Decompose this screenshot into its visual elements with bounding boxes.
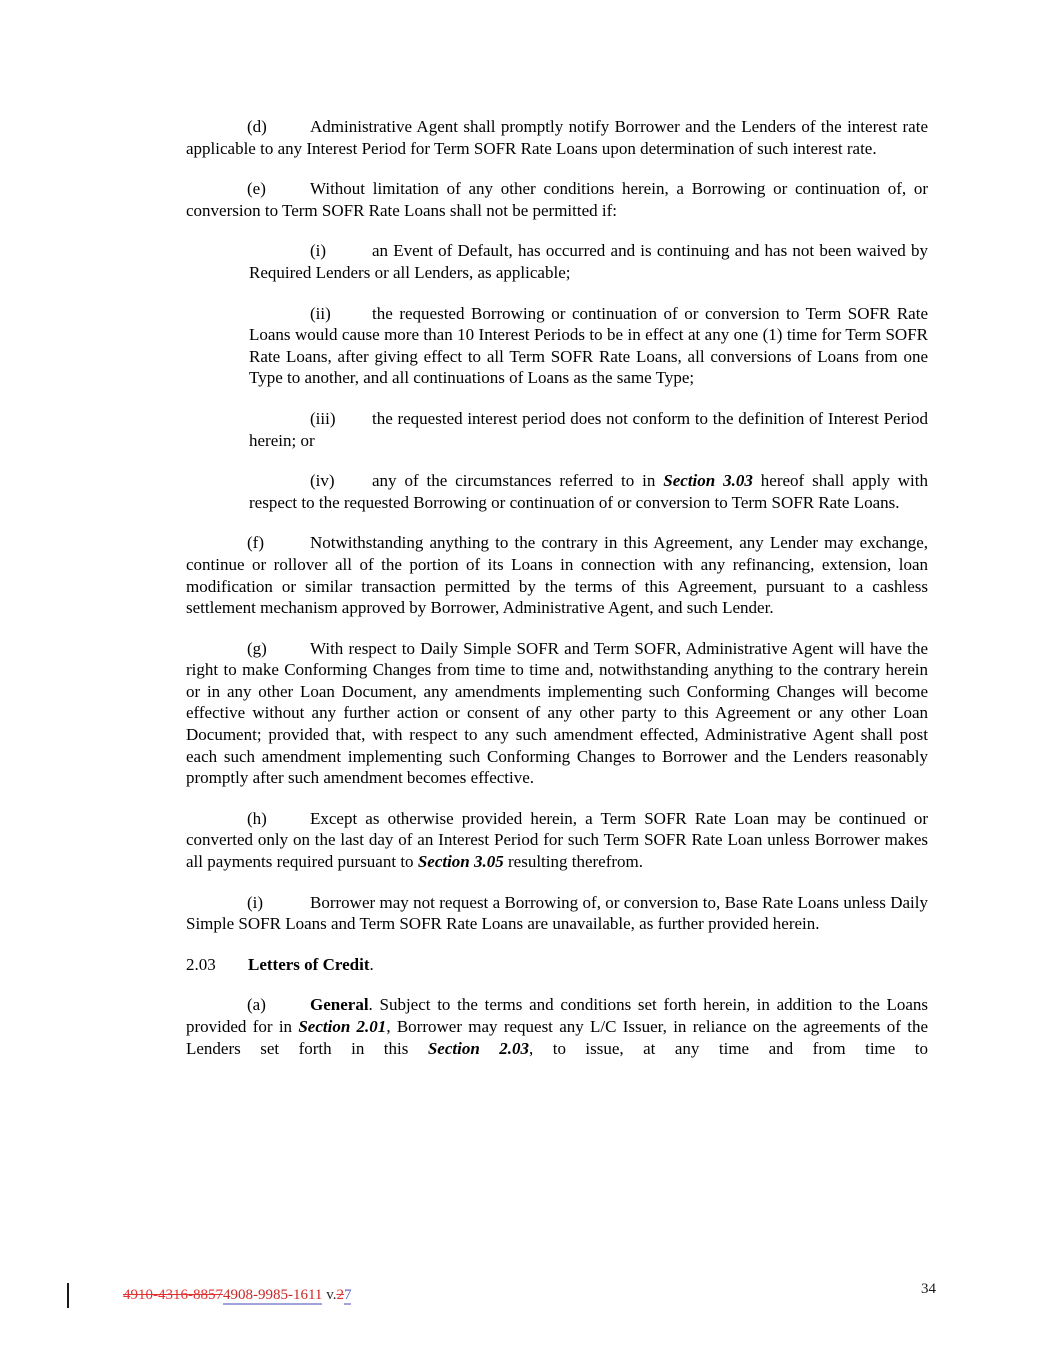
- version-prefix: v.: [322, 1287, 337, 1303]
- defined-term: General: [310, 995, 369, 1015]
- paragraph-label: (f): [247, 533, 264, 553]
- document-id-footer: [123, 1286, 351, 1305]
- revision-change-bar: [67, 1283, 69, 1308]
- paragraph-label: (i): [247, 892, 264, 912]
- paragraph-text: an Event of Default, has occurred and is continuing and has not been waived by Required Lenders or all Lenders, as applicable;: [249, 241, 928, 282]
- subparagraph-iv: [249, 470, 928, 513]
- paragraph-text: , to issue, at any time and from time to: [529, 1038, 929, 1058]
- section-title: Letters of Credit: [248, 954, 370, 974]
- paragraph-label: (h): [247, 808, 267, 828]
- paragraph-f: [186, 532, 928, 618]
- paragraph-text: . Subject to the terms and conditions set forth herein, in addition to the Loans provided for in: [186, 995, 928, 1036]
- paragraph-text: any of the circumstances referred to in: [372, 471, 664, 491]
- inserted-doc-id: 4908-9985-1611: [223, 1287, 323, 1303]
- paragraph-d: [186, 116, 928, 159]
- paragraph-text: Borrower may not request a Borrowing of, or conversion to, Base Rate Loans unless Daily Simple SOFR Loans and Term SOFR Rate Loans are unavailable, as further provided herein.: [186, 892, 928, 934]
- section-reference: Section 3.05: [417, 852, 504, 872]
- paragraph-text: resulting therefrom.: [503, 852, 644, 872]
- paragraph-text: the requested Borrowing or continuation of or conversion to Term SOFR Rate Loans would cause more than 10 Interest Periods to be in effect at any one (1) time for Term SOFR Rate Loans, after giving effect to all Term SOFR Rate Loans, all conversions of Loans from one Type to another, and all continuations of Loans as the same Type;: [249, 303, 928, 388]
- paragraph-label: (i): [310, 241, 327, 261]
- paragraph-text: hereof shall apply with respect to the requested Borrowing or continuation of or conversion to Term SOFR Rate Loans.: [249, 471, 928, 512]
- paragraph-e: [186, 178, 928, 221]
- paragraph-label: (a): [247, 995, 266, 1015]
- paragraph-text: the requested interest period does not conform to the definition of Interest Period herein; or: [249, 408, 928, 450]
- paragraph-text: Notwithstanding anything to the contrary in this Agreement, any Lender may exchange, continue or rollover all of the portion of its Loans in connection with any refinancing, extension, loan modification or similar transaction permitted by the terms of this Agreement, pursuant to a cashless settlement mechanism approved by Borrower, Administrative Agent, and such Lender.: [186, 533, 928, 618]
- subparagraph-iii: [249, 408, 928, 451]
- section-reference: Section 2.03: [427, 1038, 529, 1058]
- page-number: 34: [921, 1281, 936, 1297]
- section-title-period: .: [369, 954, 374, 974]
- subparagraph-i: [249, 240, 928, 283]
- paragraph-text: Administrative Agent shall promptly notify Borrower and the Lenders of the interest rate applicable to any Interest Period for Term SOFR Rate Loans upon determination of such interest rate.: [186, 117, 928, 158]
- section-reference: Section 2.01: [298, 1017, 387, 1036]
- deleted-doc-id: 4910-4316-8857: [123, 1287, 223, 1303]
- paragraph-i: [186, 892, 928, 935]
- inserted-version-number: 7: [343, 1287, 352, 1303]
- paragraph-text: With respect to Daily Simple SOFR and Term SOFR, Administrative Agent will have the right to make Conforming Changes from time to time and, notwithstanding anything to the contrary herein or in any other Loan Document, any amendments implementing such Conforming Changes will become effective without any further action or consent of any other party to this Agreement or any other Loan Document; provided that, with respect to any such amendment effected, Administrative Agent shall post each such amendment implementing such Conforming Changes to Borrower and the Lenders reasonably promptly after such amendment becomes effective.: [186, 638, 928, 788]
- subparagraph-ii: [249, 303, 928, 389]
- deleted-version-number: 2: [336, 1287, 344, 1303]
- paragraph-label: (g): [247, 638, 267, 658]
- paragraph-text: , Borrower may request any L/C Issuer, in reliance on the agreements of the Lenders set forth in this: [186, 1017, 928, 1058]
- paragraph-text: Without limitation of any other conditions herein, a Borrowing or continuation of, or conversion to Term SOFR Rate Loans shall not be permitted if:: [186, 179, 928, 220]
- paragraph-label: (d): [247, 117, 267, 136]
- paragraph-label: (iii): [310, 408, 336, 428]
- paragraph-label: (iv): [310, 471, 335, 491]
- section-reference: Section 3.03: [663, 471, 753, 491]
- paragraph-h: [186, 808, 928, 873]
- section-number: 2.03: [186, 954, 216, 974]
- paragraph-label: (e): [247, 179, 266, 199]
- paragraph-label: (ii): [310, 303, 331, 323]
- paragraph-a: [186, 994, 928, 1059]
- document-body: [186, 116, 928, 1059]
- paragraph-text: Except as otherwise provided herein, a Term SOFR Rate Loan may be continued or converted only on the last day of an Interest Period for such Term SOFR Rate Loan unless Borrower makes all payments required pursuant to: [186, 808, 928, 872]
- section-heading-2-03: [186, 954, 928, 976]
- paragraph-g: [186, 638, 928, 789]
